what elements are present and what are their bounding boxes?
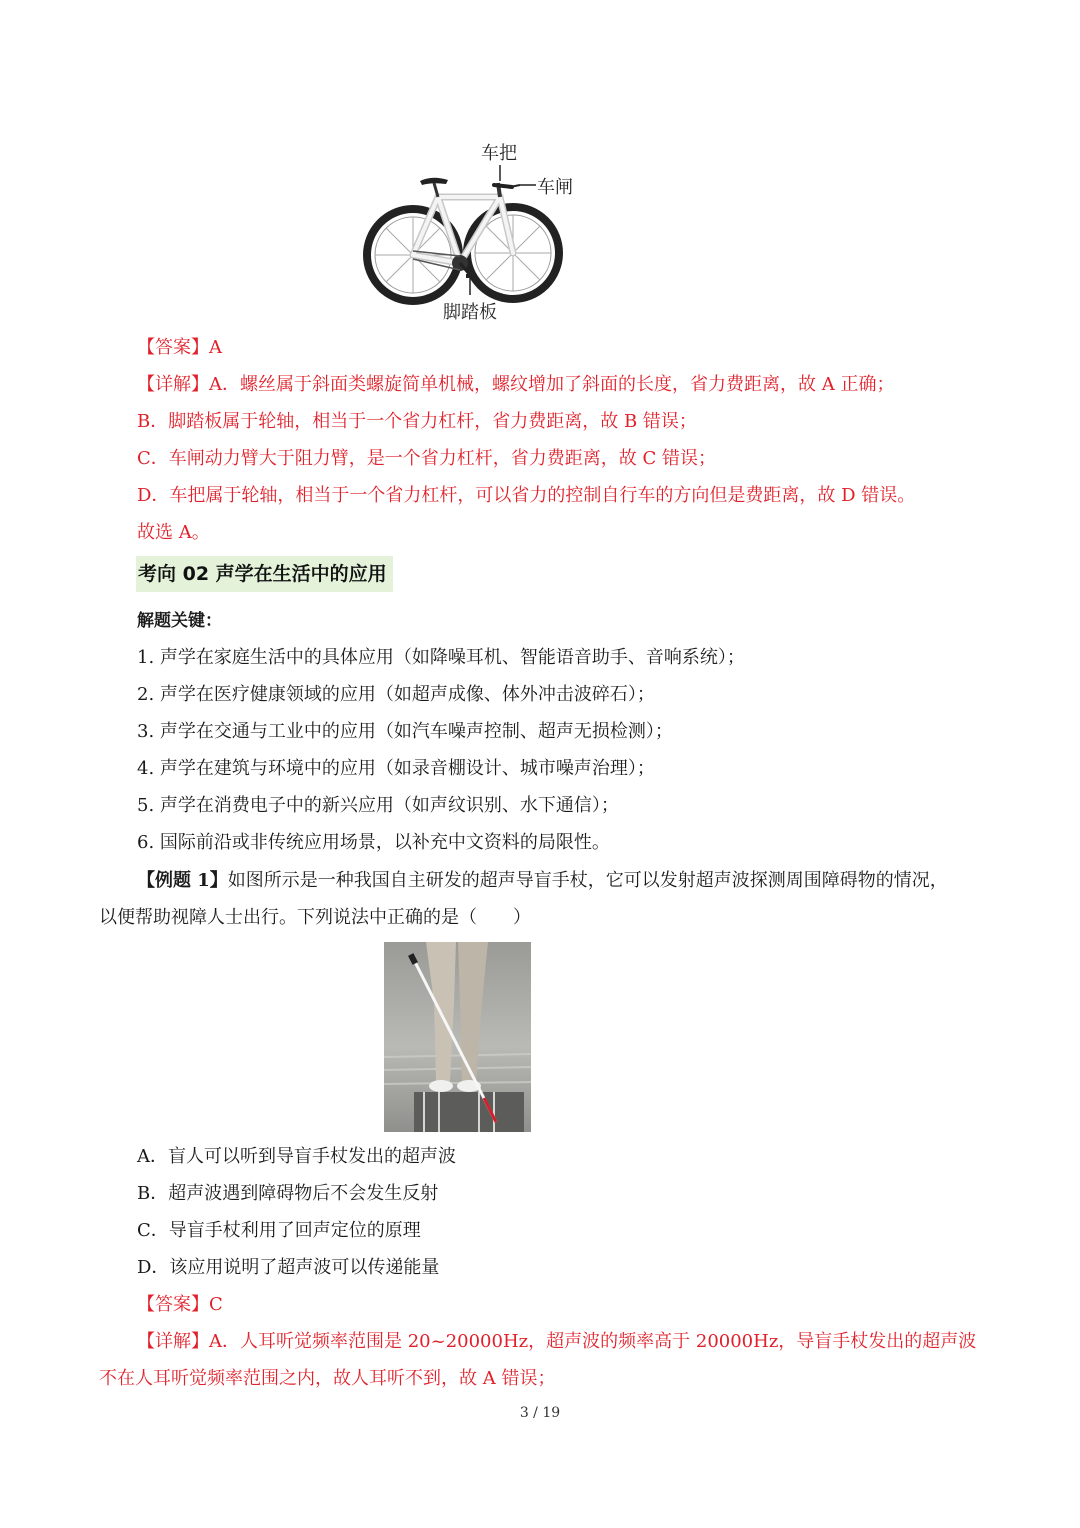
answer-value: A xyxy=(209,337,222,358)
example-explain-line-2: 不在人耳听觉频率范围之内，故人耳听不到，故 A 错误； xyxy=(99,1368,556,1389)
key-point-2: 2. 声学在医疗健康领域的应用（如超声成像、体外冲击波碎石）； xyxy=(137,684,655,705)
bicycle-figure xyxy=(360,135,590,330)
option-d: D．该应用说明了超声波可以传递能量 xyxy=(137,1257,440,1278)
prev-conclusion: 故选 A。 xyxy=(137,522,210,543)
cane-photo xyxy=(384,942,531,1132)
example-answer-tag: 【答案】 xyxy=(137,1294,209,1315)
example-stem-text: 如图所示是一种我国自主研发的超声导盲手杖，它可以发射超声波探测周围障碍物的情况， xyxy=(227,870,948,891)
example-answer-value: C xyxy=(209,1294,223,1315)
bike-label-pedal: 脚踏板 xyxy=(443,302,497,323)
key-point-4: 4. 声学在建筑与环境中的应用（如录音棚设计、城市噪声治理）； xyxy=(137,758,655,779)
key-point-6: 6. 国际前沿或非传统应用场景，以补充中文资料的局限性。 xyxy=(137,832,610,853)
prev-explain-line-1 xyxy=(137,372,894,398)
option-a: A．盲人可以听到导盲手杖发出的超声波 xyxy=(137,1146,456,1167)
cane-image xyxy=(384,942,531,1132)
prev-explain-line-3: C．车闸动力臂大于阻力臂，是一个省力杠杆，省力费距离，故 C 错误； xyxy=(137,448,716,469)
example-stem-line-1 xyxy=(137,868,948,894)
example-explain-text: A．人耳听觉频率范围是 20~20000Hz，超声波的频率高于 20000Hz，导盲手杖发出的超声波 xyxy=(209,1331,977,1352)
key-point-1: 1. 声学在家庭生活中的具体应用（如降噪耳机、智能语音助手、音响系统）； xyxy=(137,647,745,668)
explain-tag: 【详解】 xyxy=(137,374,209,395)
bike-label-brake: 车闸 xyxy=(537,177,573,198)
key-point-3: 3. 声学在交通与工业中的应用（如汽车噪声控制、超声无损检测）； xyxy=(137,721,673,742)
bike-label-handlebar: 车把 xyxy=(481,143,517,164)
option-c: C．导盲手杖利用了回声定位的原理 xyxy=(137,1220,421,1241)
example-explain-tag: 【详解】 xyxy=(137,1331,209,1352)
option-b: B．超声波遇到障碍物后不会发生反射 xyxy=(137,1183,439,1204)
answer-tag: 【答案】 xyxy=(137,337,209,358)
explain-text: A．螺丝属于斜面类螺旋简单机械，螺纹增加了斜面的长度，省力费距离，故 A 正确； xyxy=(209,374,895,395)
example-stem-line-2: 以便帮助视障人士出行。下列说法中正确的是（ ） xyxy=(99,907,531,928)
page-number: 3 / 19 xyxy=(519,1405,561,1421)
section-title: 考向 02 声学在生活中的应用 xyxy=(136,556,393,592)
prev-explain-line-4: D．车把属于轮轴，相当于一个省力杠杆，可以省力的控制自行车的方向但是费距离，故 D 错误。 xyxy=(137,485,916,506)
example-tag: 【例题 1】 xyxy=(137,870,228,891)
key-points-title: 解题关键： xyxy=(137,611,222,631)
prev-answer-line xyxy=(137,335,222,361)
prev-explain-line-2: B．脚踏板属于轮轴，相当于一个省力杠杆，省力费距离，故 B 错误； xyxy=(137,411,697,432)
example-explain-line-1 xyxy=(137,1329,976,1355)
example-answer-line xyxy=(137,1292,223,1318)
key-point-5: 5. 声学在消费电子中的新兴应用（如声纹识别、水下通信）； xyxy=(137,795,619,816)
